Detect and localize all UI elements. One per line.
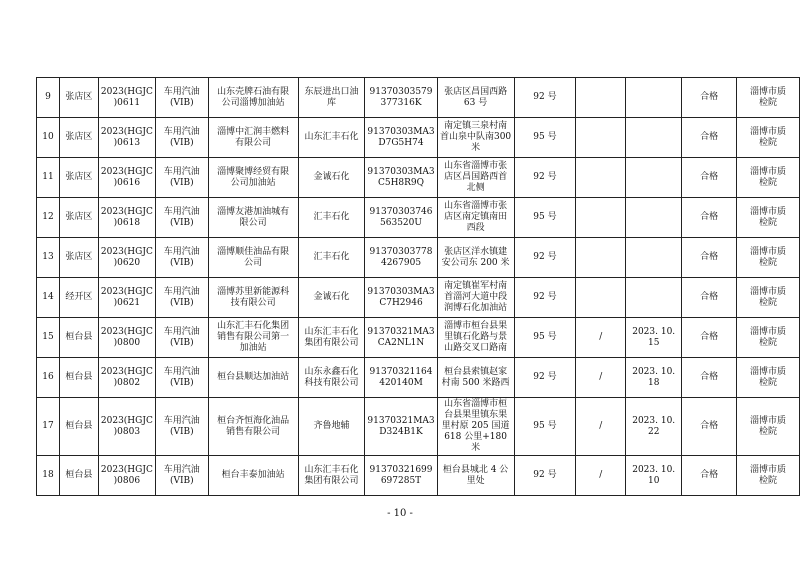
- date-cell: [626, 198, 682, 238]
- result-cell: 合格: [682, 358, 737, 398]
- company-cell: 淄博友港加油城有 限公司: [208, 198, 298, 238]
- row-number-cell: 15: [37, 318, 60, 358]
- date-cell: 2023. 10. 22: [626, 398, 682, 456]
- blank-cell-cell: /: [576, 318, 626, 358]
- supplier-cell: 金诚石化: [298, 278, 365, 318]
- credit-code-cell: 91370321MA3 CA2NL1N: [365, 318, 437, 358]
- date-cell: [626, 78, 682, 118]
- date-cell: 2023. 10. 18: [626, 358, 682, 398]
- company-cell: 桓台县顺达加油站: [208, 358, 298, 398]
- blank-cell-cell: /: [576, 456, 626, 496]
- grade-cell: 92 号: [514, 78, 576, 118]
- grade-cell: 92 号: [514, 456, 576, 496]
- inspector-cell: 淄博市质 检院: [737, 198, 800, 238]
- credit-code-cell: 91370321699 697285T: [365, 456, 437, 496]
- date-cell: [626, 158, 682, 198]
- sample-id-cell: 2023(HGJC )0620: [98, 238, 155, 278]
- row-number-cell: 18: [37, 456, 60, 496]
- credit-code-cell: 91370303778 4267905: [365, 238, 437, 278]
- table-row: [37, 358, 800, 398]
- district-cell: 张店区: [59, 78, 98, 118]
- row-number-cell: 10: [37, 118, 60, 158]
- inspector-cell: 淄博市质 检院: [737, 78, 800, 118]
- credit-code-cell: 91370303746 563520U: [365, 198, 437, 238]
- credit-code-cell: 91370303579 377316K: [365, 78, 437, 118]
- result-cell: 合格: [682, 456, 737, 496]
- table-row: [37, 158, 800, 198]
- district-cell: 张店区: [59, 198, 98, 238]
- supplier-cell: 山东永鑫石化 科技有限公司: [298, 358, 365, 398]
- date-cell: 2023. 10. 15: [626, 318, 682, 358]
- table-row: [37, 398, 800, 456]
- sample-id-cell: 2023(HGJC )0611: [98, 78, 155, 118]
- inspection-table-wrapper: [36, 77, 800, 496]
- grade-cell: 95 号: [514, 318, 576, 358]
- address-cell: 南定镇三泉村南 首山泉中队南300 米: [437, 118, 514, 158]
- address-cell: 山东省淄博市张 店区南定镇南田 西段: [437, 198, 514, 238]
- company-cell: 山东壳牌石油有限 公司淄博加油站: [208, 78, 298, 118]
- result-cell: 合格: [682, 318, 737, 358]
- result-cell: 合格: [682, 238, 737, 278]
- district-cell: 张店区: [59, 158, 98, 198]
- date-cell: [626, 238, 682, 278]
- supplier-cell: 齐鲁地辅: [298, 398, 365, 456]
- table-row: [37, 318, 800, 358]
- blank-cell-cell: [576, 78, 626, 118]
- inspector-cell: 淄博市质 检院: [737, 358, 800, 398]
- date-cell: 2023. 10. 10: [626, 456, 682, 496]
- blank-cell-cell: [576, 198, 626, 238]
- table-row: [37, 118, 800, 158]
- company-cell: 桓台丰泰加油站: [208, 456, 298, 496]
- credit-code-cell: 91370321MA3 D324B1K: [365, 398, 437, 456]
- table-row: [37, 238, 800, 278]
- sample-id-cell: 2023(HGJC )0803: [98, 398, 155, 456]
- sample-id-cell: 2023(HGJC )0613: [98, 118, 155, 158]
- product-cell: 车用汽油 (VIB): [155, 318, 208, 358]
- supplier-cell: 汇丰石化: [298, 198, 365, 238]
- company-cell: 山东汇丰石化集团 销售有限公司第一 加油站: [208, 318, 298, 358]
- inspection-results-table: [36, 77, 800, 496]
- blank-cell-cell: [576, 278, 626, 318]
- row-number-cell: 14: [37, 278, 60, 318]
- grade-cell: 92 号: [514, 278, 576, 318]
- address-cell: 张店区洋水镇建 安公司东 200 米: [437, 238, 514, 278]
- company-cell: 淄博聚博经贸有限 公司加油站: [208, 158, 298, 198]
- company-cell: 淄博中汇润丰燃料 有限公司: [208, 118, 298, 158]
- result-cell: 合格: [682, 118, 737, 158]
- page-number: - 10 -: [387, 508, 413, 519]
- company-cell: 淄博顺佳油品有限 公司: [208, 238, 298, 278]
- product-cell: 车用汽油 (VIB): [155, 118, 208, 158]
- blank-cell-cell: [576, 118, 626, 158]
- grade-cell: 95 号: [514, 398, 576, 456]
- inspector-cell: 淄博市质 检院: [737, 158, 800, 198]
- inspector-cell: 淄博市质 检院: [737, 318, 800, 358]
- product-cell: 车用汽油 (VIB): [155, 158, 208, 198]
- table-row: [37, 198, 800, 238]
- grade-cell: 95 号: [514, 118, 576, 158]
- sample-id-cell: 2023(HGJC )0618: [98, 198, 155, 238]
- district-cell: 经开区: [59, 278, 98, 318]
- address-cell: 桓台县索镇赵家 村南 500 米路西: [437, 358, 514, 398]
- row-number-cell: 11: [37, 158, 60, 198]
- credit-code-cell: 91370303MA3 C5H8R9Q: [365, 158, 437, 198]
- district-cell: 张店区: [59, 118, 98, 158]
- table-row: [37, 456, 800, 496]
- company-cell: 桓台齐恒海化油品 销售有限公司: [208, 398, 298, 456]
- row-number-cell: 13: [37, 238, 60, 278]
- result-cell: 合格: [682, 278, 737, 318]
- credit-code-cell: 91370303MA3 C7H2946: [365, 278, 437, 318]
- table-row: [37, 278, 800, 318]
- district-cell: 桓台县: [59, 318, 98, 358]
- date-cell: [626, 278, 682, 318]
- product-cell: 车用汽油 (VIB): [155, 238, 208, 278]
- sample-id-cell: 2023(HGJC )0800: [98, 318, 155, 358]
- blank-cell-cell: [576, 158, 626, 198]
- row-number-cell: 9: [37, 78, 60, 118]
- credit-code-cell: 91370321164 420140M: [365, 358, 437, 398]
- inspector-cell: 淄博市质 检院: [737, 118, 800, 158]
- product-cell: 车用汽油 (VIB): [155, 78, 208, 118]
- product-cell: 车用汽油 (VIB): [155, 198, 208, 238]
- result-cell: 合格: [682, 198, 737, 238]
- sample-id-cell: 2023(HGJC )0621: [98, 278, 155, 318]
- row-number-cell: 12: [37, 198, 60, 238]
- table-row: [37, 78, 800, 118]
- district-cell: 桓台县: [59, 398, 98, 456]
- district-cell: 桓台县: [59, 456, 98, 496]
- supplier-cell: 山东汇丰石化: [298, 118, 365, 158]
- address-cell: 桓台县城北 4 公 里处: [437, 456, 514, 496]
- supplier-cell: 山东汇丰石化 集团有限公司: [298, 456, 365, 496]
- product-cell: 车用汽油 (VIB): [155, 278, 208, 318]
- result-cell: 合格: [682, 78, 737, 118]
- result-cell: 合格: [682, 158, 737, 198]
- company-cell: 淄博苏里新能源科 技有限公司: [208, 278, 298, 318]
- table-body: [37, 78, 800, 496]
- product-cell: 车用汽油 (VIB): [155, 456, 208, 496]
- grade-cell: 95 号: [514, 198, 576, 238]
- address-cell: 张店区昌国西路 63 号: [437, 78, 514, 118]
- supplier-cell: 山东汇丰石化 集团有限公司: [298, 318, 365, 358]
- supplier-cell: 汇丰石化: [298, 238, 365, 278]
- row-number-cell: 17: [37, 398, 60, 456]
- grade-cell: 92 号: [514, 238, 576, 278]
- address-cell: 南定镇崔军村南 首淄河大道中段 润博石化加油站: [437, 278, 514, 318]
- date-cell: [626, 118, 682, 158]
- grade-cell: 92 号: [514, 158, 576, 198]
- inspector-cell: 淄博市质 检院: [737, 398, 800, 456]
- sample-id-cell: 2023(HGJC )0802: [98, 358, 155, 398]
- credit-code-cell: 91370303MA3 D7G5H74: [365, 118, 437, 158]
- blank-cell-cell: /: [576, 398, 626, 456]
- address-cell: 淄博市桓台县果 里镇石化路与景 山路交叉口路南: [437, 318, 514, 358]
- inspector-cell: 淄博市质 检院: [737, 456, 800, 496]
- sample-id-cell: 2023(HGJC )0616: [98, 158, 155, 198]
- blank-cell-cell: [576, 238, 626, 278]
- district-cell: 张店区: [59, 238, 98, 278]
- district-cell: 桓台县: [59, 358, 98, 398]
- inspector-cell: 淄博市质 检院: [737, 238, 800, 278]
- address-cell: 山东省淄博市张 店区昌国路西首 北侧: [437, 158, 514, 198]
- supplier-cell: 东辰进出口油库: [298, 78, 365, 118]
- product-cell: 车用汽油 (VIB): [155, 358, 208, 398]
- result-cell: 合格: [682, 398, 737, 456]
- blank-cell-cell: /: [576, 358, 626, 398]
- supplier-cell: 金诚石化: [298, 158, 365, 198]
- inspector-cell: 淄博市质 检院: [737, 278, 800, 318]
- row-number-cell: 16: [37, 358, 60, 398]
- grade-cell: 92 号: [514, 358, 576, 398]
- address-cell: 山东省淄博市桓 台县果里镇东果 里村原 205 国道 618 公里+180 米: [437, 398, 514, 456]
- product-cell: 车用汽油 (VIB): [155, 398, 208, 456]
- sample-id-cell: 2023(HGJC )0806: [98, 456, 155, 496]
